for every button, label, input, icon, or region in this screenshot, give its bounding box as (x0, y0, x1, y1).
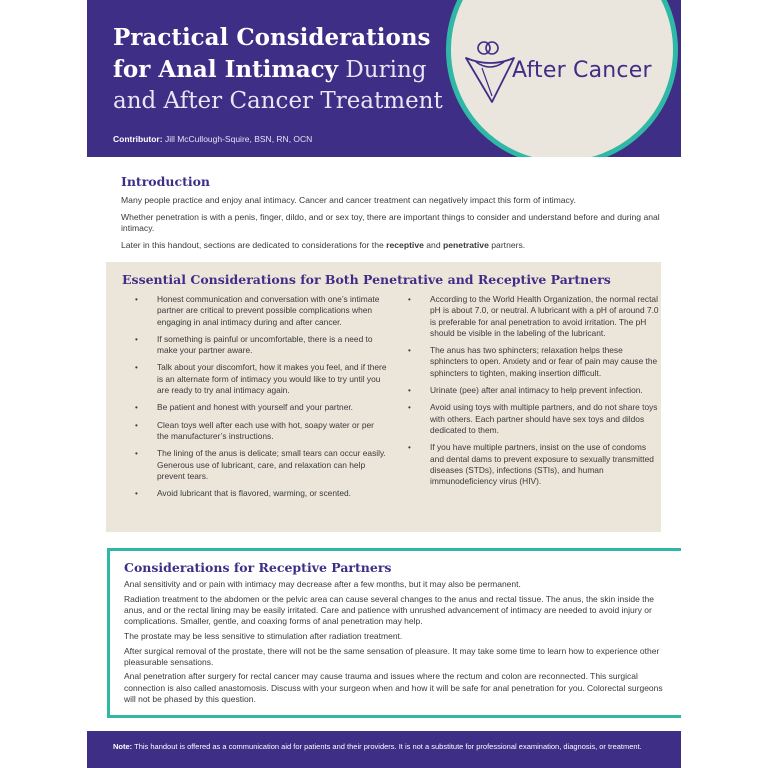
bullet-icon: • (135, 449, 138, 459)
list-item-text: Talk about your discomfort, how it makes you feel, and if there is an alternate form of intimacy you would like to try until you are ready to try anal intimacy again. (157, 362, 387, 396)
bullet-icon: • (135, 363, 138, 373)
bullet-icon: • (135, 334, 138, 344)
receptive-heading: Considerations for Receptive Partners (124, 560, 392, 575)
list-item (135, 333, 387, 357)
list-item-text: If you have multiple partners, insist on the use of condoms and dental dams to prevent exposure to sexually transmitted diseases (STDs), infections (STIs), and human immunodeficiency virus (HIV). (430, 442, 654, 487)
list-item-text: According to the World Health Organization, the normal rectal pH is about 7.0, or neutral. A lubricant with a pH of around 7.0 is preferable for anal penetration to avoid irritation. The pH should be visible in the labeling of the lubricant. (430, 294, 659, 338)
intro-p3-text: Later in this handout, sections are dedicated to considerations for the (121, 239, 387, 250)
intro-p3-end: partners. (488, 239, 526, 250)
contributor-line (113, 134, 312, 144)
logo-text: After Cancer (512, 58, 652, 83)
list-item (135, 488, 387, 499)
essential-heading: Essential Considerations for Both Penetrative and Receptive Partners (122, 272, 611, 287)
list-item (135, 362, 387, 396)
list-item-text: The anus has two sphincters; relaxation helps these sphincters to open. Anxiety and or fear of pain may cause the sphincters to tighten, making insertion difficult. (430, 345, 658, 378)
after-cancer-logo (462, 38, 672, 110)
list-item-text: If something is painful or uncomfortable, there is a need to make your partner aware. (157, 333, 373, 356)
list-item-text: The lining of the anus is delicate; small tears can occur easily. Generous use of lubricant, care, and relaxation can help prevent tears. (157, 448, 386, 481)
essential-right-list (408, 294, 660, 493)
receptive-partners-section (107, 548, 681, 718)
bullet-icon: • (408, 403, 411, 413)
footer-note-bar (87, 731, 681, 768)
list-item (408, 345, 660, 379)
note-text: This handout is offered as a communication aid for patients and their providers. It is not a substitute for professional examination, diagnosis, or treatment. (132, 742, 642, 751)
header-banner (87, 0, 681, 157)
receptive-paragraph-5: Anal penetration after surgery for rectal cancer may cause trauma and issues where the rectum and colon are reconnected. This surgical connection is also called anastomosis. Discuss with your surgeon when and how it will be safe for anal penetration for you. Colorectal surgeons will not be phased by this question. (124, 671, 663, 704)
contributor-label: Contributor: (113, 134, 163, 144)
bullet-icon: • (408, 295, 411, 304)
note-label: Note: (113, 742, 133, 751)
bullet-icon: • (408, 386, 411, 396)
intro-paragraph-2: Whether penetration is with a penis, finger, dildo, and or sex toy, there are important things to consider and understand before and during anal intimacy. (121, 211, 660, 233)
list-item-text: Urinate (pee) after anal intimacy to help prevent infection. (430, 385, 643, 396)
contributor-name: Jill McCullough-Squire, BSN, RN, OCN (162, 134, 313, 144)
title-light-2: and After Cancer Treatment (113, 88, 443, 114)
bullet-icon: • (135, 489, 138, 499)
list-item (135, 419, 387, 443)
list-item-text: Be patient and honest with yourself and your partner. (157, 402, 354, 413)
title-bold-2: for Anal Intimacy (113, 56, 339, 83)
page-title (113, 22, 453, 117)
receptive-body (124, 579, 674, 709)
list-item (408, 442, 660, 487)
list-item (408, 385, 660, 396)
handout-page (87, 0, 681, 768)
list-item (135, 402, 387, 413)
bullet-icon: • (135, 403, 138, 413)
intro-paragraph-3 (121, 240, 666, 252)
list-item (135, 294, 387, 328)
essential-considerations-box (106, 262, 661, 532)
intro-penetrative-bold: penetrative (443, 239, 489, 250)
bullet-icon: • (408, 346, 411, 356)
bullet-icon: • (408, 443, 411, 453)
bullet-icon: • (135, 420, 138, 430)
title-bold-1: Practical Considerations (113, 24, 431, 51)
list-item-text: Honest communication and conversation with one’s intimate partner are critical to prevent possible complications when engaging in anal intimacy during and after cancer. (157, 294, 380, 327)
bullet-icon: • (135, 295, 138, 304)
title-light-1: During (338, 57, 427, 83)
list-item (408, 402, 660, 436)
essential-left-list (135, 294, 387, 505)
logo-figure-icon (462, 38, 518, 108)
list-item (135, 448, 387, 482)
list-item-text: Clean toys well after each use with hot, soapy water or per the manufacturer’s instructions. (157, 419, 374, 441)
receptive-paragraph-2: Radiation treatment to the abdomen or the pelvic area can cause several changes to the anus and rectal tissue. The anus, the skin inside the anus, and or the rectal lining may be easily irritated. Care and patience with unrushed advancement of intimacy are needed to avoid injury or complications. Smaller, gentle, and coaxing forms of anal penetration may help. (124, 593, 655, 627)
footer-note (113, 742, 642, 751)
intro-p3-and: and (423, 239, 444, 250)
intro-receptive-bold: receptive (386, 239, 424, 250)
receptive-paragraph-4: After surgical removal of the prostate, there will not be the same sensation of pleasure. It may take some time to learn how to experience other pleasurable sensations. (124, 645, 660, 667)
list-item-text: Avoid lubricant that is flavored, warming, or scented. (157, 488, 351, 499)
list-item (408, 294, 660, 339)
introduction-section (121, 174, 666, 256)
intro-paragraph-1: Many people practice and enjoy anal intimacy. Cancer and cancer treatment can negatively impact this form of intimacy. (121, 195, 576, 205)
receptive-paragraph-3: The prostate may be less sensitive to stimulation after radiation treatment. (124, 630, 403, 641)
list-item-text: Avoid using toys with multiple partners, and do not share toys with others. Each partner should have sex toys and dildos dedicated to them. (430, 402, 658, 435)
introduction-heading: Introduction (121, 174, 211, 189)
receptive-paragraph-1: Anal sensitivity and or pain with intimacy may decrease after a few months, but it may also be permanent. (124, 579, 521, 589)
